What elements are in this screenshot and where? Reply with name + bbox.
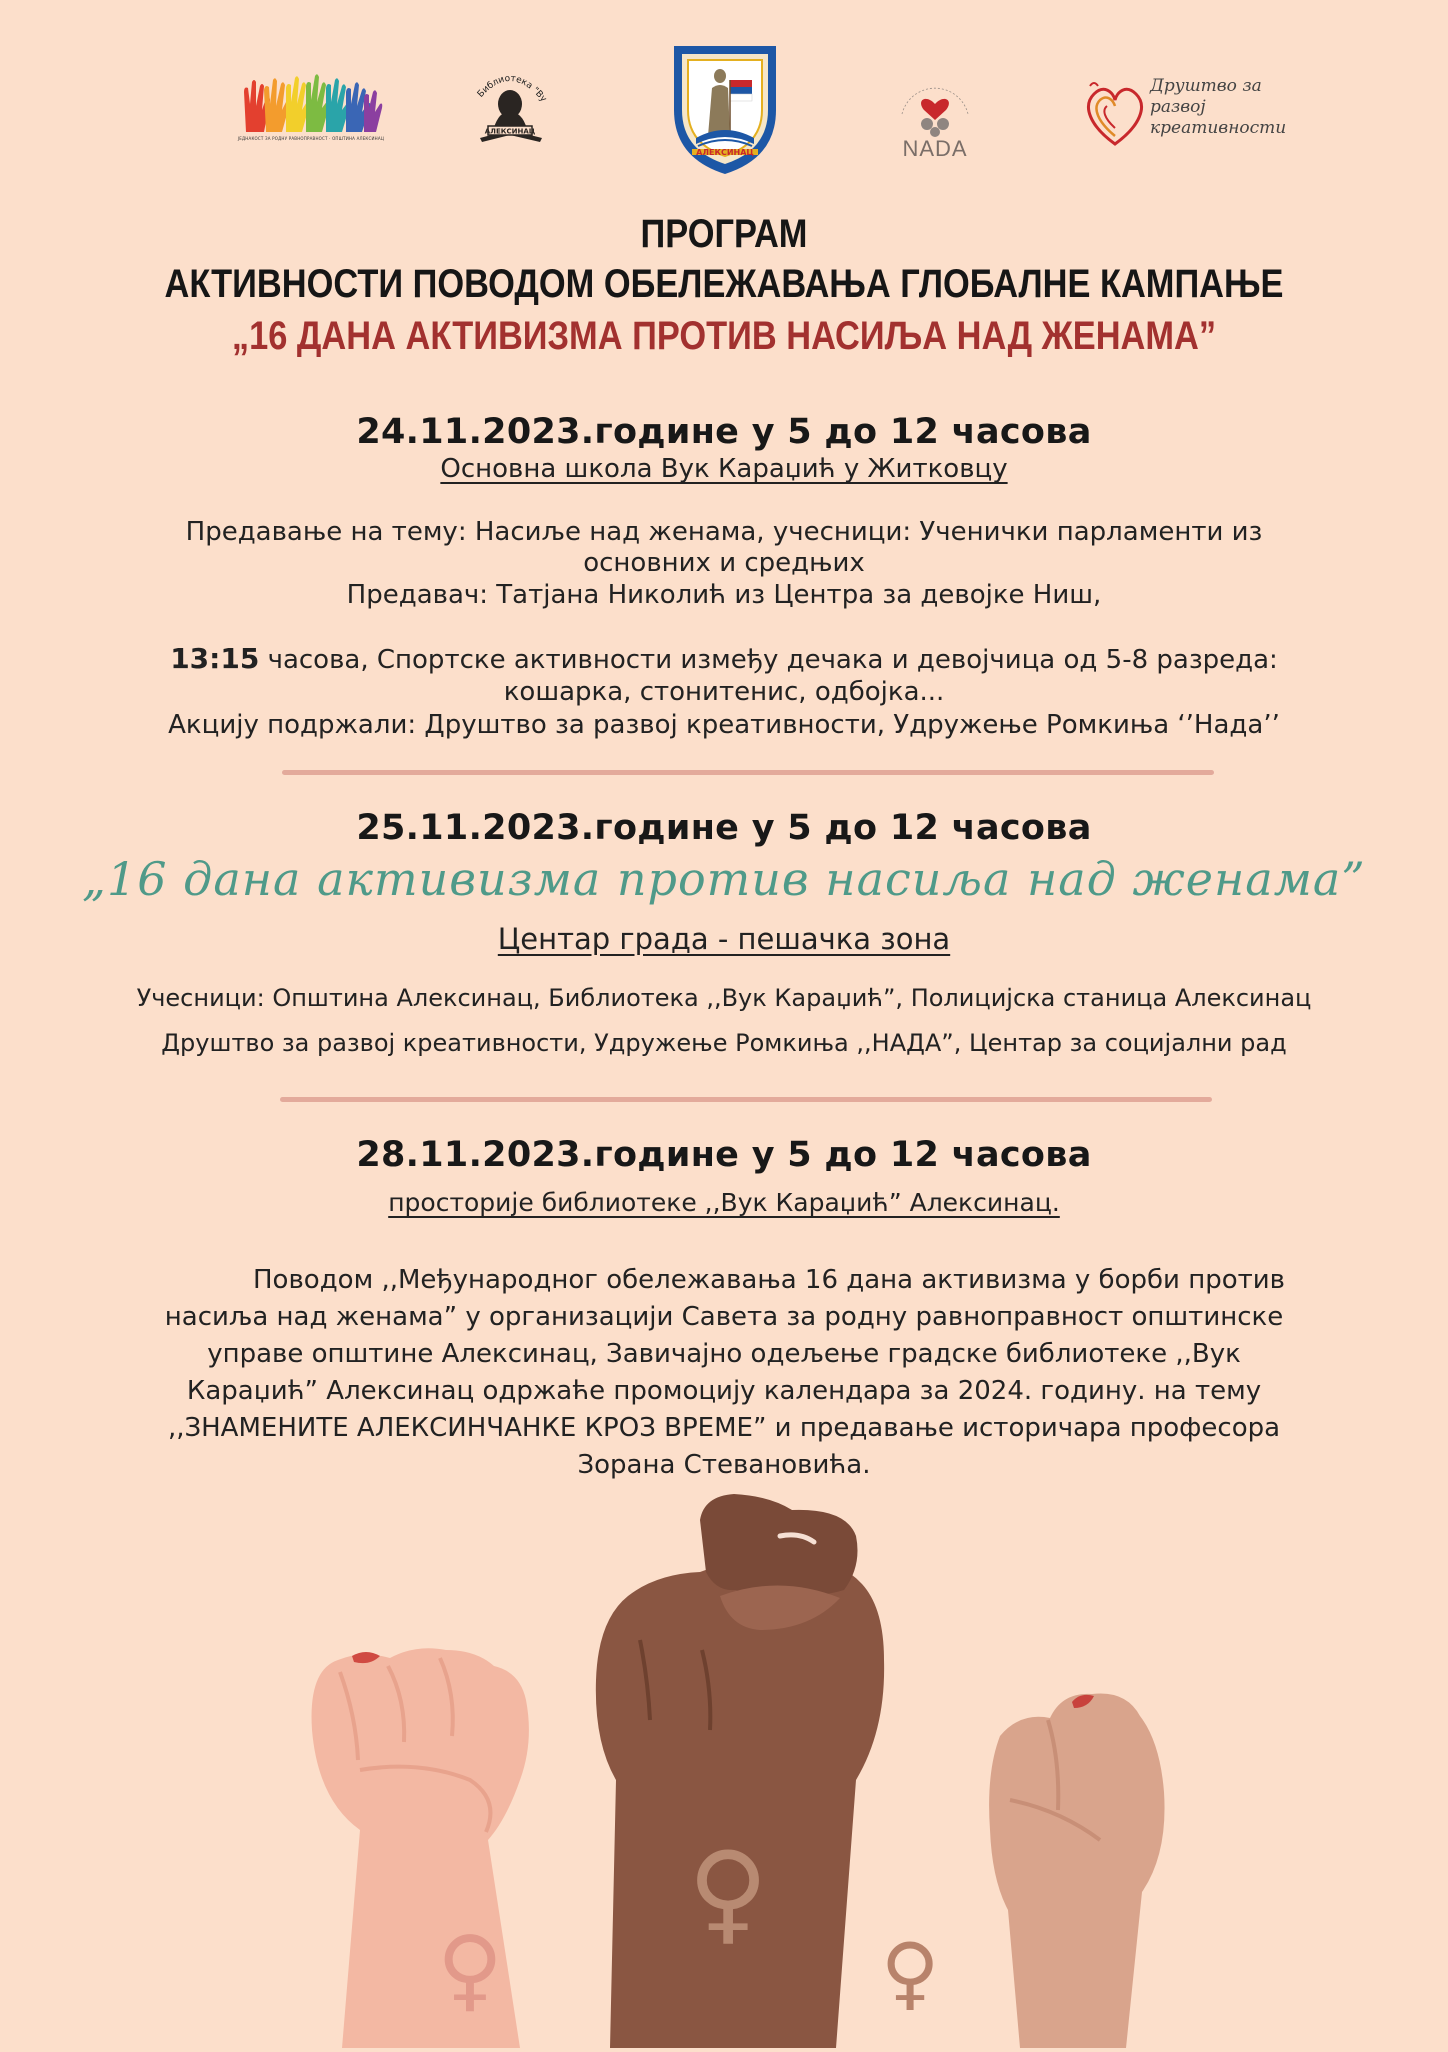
event3-p2: насиља над женама” у организацији Савета за родну равноправност општинске [164,1302,1284,1332]
municipality-crest [668,40,782,178]
event1-line4-wrap [0,643,1448,676]
event1-line6: Акцију подржали: Друштво за развој креативности, Удружење Ромкиња ‘’Нада’’ [168,710,1280,740]
event1-time: 13:15 [170,642,260,675]
hands-logo-caption: ЈЕДНАКОСТ ЗА РОДНУ РАВНОПРАВНОСТ · ОПШТИНА АЛЕКСИНАЦ [237,136,385,141]
event2-slogan: „16 дана активизма против насиља над женама” [82,852,1366,906]
event1-line4: часова, Спортске активности између дечака и девојчица од 5-8 разреда: [259,645,1278,675]
event1-line5: кошарка, стонитенис, одбојка... [503,677,945,707]
event2-date: 25.11.2023.године у 5 до 12 часова [356,808,1092,848]
drustvo-logo-text: Друштво за развој креативности [1150,76,1287,138]
crest-shield-icon [668,40,782,178]
raised-hands-icon [236,72,386,136]
event3-date: 28.11.2023.године у 5 до 12 часова [356,1135,1092,1175]
swirl-heart-icon [1080,74,1150,154]
event1-date: 24.11.2023.године у 5 до 12 часова [356,412,1092,452]
event3-venue-wrap [0,1188,1448,1217]
event3-p5: ,,ЗНАМЕНИТЕ АЛЕКСИНЧАНКЕ КРОЗ ВРЕМЕ” и предавање историчара професора [167,1413,1281,1443]
right-fist [881,1693,1165,2048]
event3-venue: просторије библиотеке ,,Вук Караџић” Алексинац. [388,1188,1060,1217]
raised-fists-icon [0,1480,1448,2048]
event2-venue: Центар града - пешачка зона [497,922,951,956]
library-logo [462,64,558,156]
event3-paragraph [150,1262,1298,1484]
drustvo-logo [1080,74,1287,154]
center-fist [596,1494,884,2048]
event1-line2: основних и средњих [583,548,865,578]
nada-logo [894,74,976,170]
event2-line1: Учесници: Општина Алексинац, Библиотека ,,Вук Караџић”, Полицијска станица Алексинац [136,984,1312,1012]
event1-venue-wrap [0,454,1448,484]
nada-logo-text: NADA [902,136,968,161]
event1-venue: Основна школа Вук Караџић у Житковцу [440,454,1008,484]
logo-strip [0,40,1448,190]
svg-text:АЛЕКСИНАЦ: АЛЕКСИНАЦ [484,127,536,136]
event1-line1: Предавање на тему: Насиље над женама, учесници: Ученички парламенти из [185,517,1263,547]
left-venus-icon: ♀ [437,1917,503,2022]
event3-p4: Караџић” Алексинац одржаће промоцију календара за 2024. годину. на тему [186,1376,1262,1406]
event3-p3: управе општине Алексинац, Завичајно одељење градске библиотеке ,,Вук [207,1339,1241,1369]
divider-2 [280,1097,1212,1102]
event2-venue-wrap [0,922,1448,956]
program-subtitle: АКТИВНОСТИ ПОВОДОМ ОБЕЛЕЖАВАЊА ГЛОБАЛНЕ КАМПАЊЕ [164,262,1284,306]
campaign-title: „16 ДАНА АКТИВИЗМА ПРОТИВ НАСИЉА НАД ЖЕНАМА” [231,314,1217,358]
center-venus-icon: ♀ [687,1828,769,1956]
event1-line3: Предавач: Татјана Николић из Центра за девојке Ниш, [346,580,1102,610]
library-reader-icon [462,64,558,156]
svg-text:АЛЕКСИНАЦ: АЛЕКСИНАЦ [696,148,754,157]
event3-p6: Зорана Стевановића. [577,1450,871,1480]
clover-heart-icon [894,74,976,138]
svg-text:Библиотека "Вук Караџић": Библиотека "Ву [475,73,549,105]
divider-1 [282,770,1214,775]
hands-logo [236,72,386,154]
event2-line2: Друштво за развој креативности, Удружење Ромкиња ,,НАДА”, Центар за социјални рад [161,1029,1287,1057]
left-fist [312,1648,529,2048]
raised-fists-illustration [0,1480,1448,2048]
event3-p1: Поводом ,,Међународног обележавања 16 дана активизма у борби против [253,1265,1285,1295]
right-venus-icon: ♀ [880,1926,940,2019]
program-title: ПРОГРАМ [640,212,808,256]
